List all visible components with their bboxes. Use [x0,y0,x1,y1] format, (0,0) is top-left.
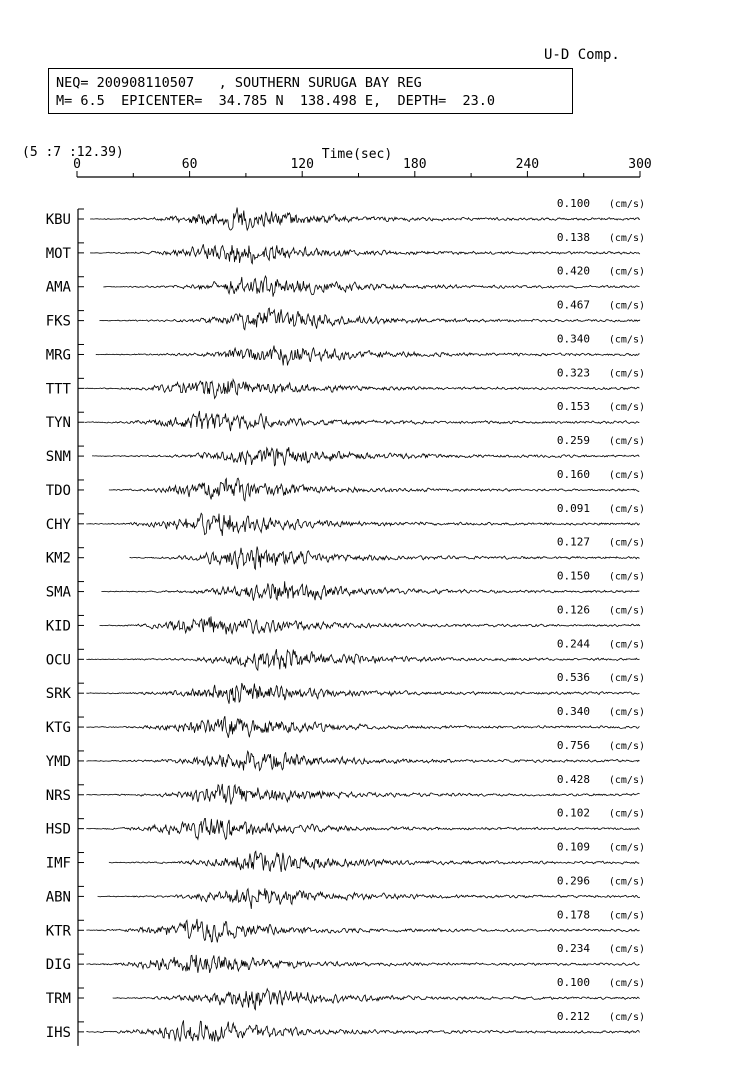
station-label: KBU [45,212,71,228]
waveform [86,716,639,738]
x-tick-label: 120 [290,157,314,172]
amplitude-value: 0.100 [556,197,590,210]
waveform [130,547,640,570]
amplitude-unit: (cm/s) [608,199,645,210]
amplitude-value: 0.160 [556,467,590,481]
amplitude-unit: (cm/s) [608,808,645,820]
station-label: KM2 [45,550,71,567]
latitude: 34.785 N [218,93,284,109]
station-label: KTG [45,720,71,737]
trace-ihs [46,1010,645,1042]
amplitude-unit: (cm/s) [608,436,645,448]
x-tick-label: 240 [515,157,540,172]
station-label: TTT [45,381,71,398]
amplitude-unit: (cm/s) [608,910,645,922]
waveform [98,888,640,909]
amplitude-value: 0.153 [556,400,590,414]
amplitude-value: 0.212 [556,1009,590,1023]
trace-tyn [46,400,645,431]
amplitude-value: 0.126 [556,603,590,617]
magnitude-label: M= [56,93,73,109]
amplitude-value: 0.467 [556,298,590,312]
trace-ocu [46,637,645,670]
station-label: KTR [45,923,71,940]
trace-kbu [46,197,645,230]
amplitude-value: 0.091 [556,501,590,515]
amplitude-unit: (cm/s) [608,944,645,956]
amplitude-unit: (cm/s) [608,266,645,278]
depth-value: 23.0 [462,93,496,109]
waveform [86,955,639,973]
amplitude-unit: (cm/s) [608,774,645,786]
amplitude-unit: (cm/s) [608,639,645,651]
trace-tdo [46,468,645,501]
origin-time: (5 :7 :12.39) [22,145,124,160]
waveform [96,346,640,366]
station-label: SNM [45,449,71,466]
station-label: AMA [45,279,71,296]
amplitude-value: 0.340 [556,332,590,346]
amplitude-unit: (cm/s) [608,368,645,380]
waveform [85,411,640,431]
waveform [86,919,639,943]
station-label: YMD [45,753,71,770]
waveform [100,616,641,634]
amplitude-value: 0.428 [556,772,590,786]
station-label: OCU [45,652,71,669]
waveform [86,513,639,536]
amplitude-value: 0.109 [556,840,590,854]
trace-ymd [46,739,645,771]
traces [46,197,645,1046]
trace-mot [46,231,645,264]
longitude: 138.498 E, [299,93,382,109]
amplitude-unit: (cm/s) [608,978,645,990]
waveform [86,751,639,770]
waveform [86,819,639,840]
amplitude-unit: (cm/s) [608,300,645,312]
epicenter-label: EPICENTER= [121,93,203,109]
trace-snm [46,434,645,466]
station-label: TRM [45,991,71,1008]
waveform [90,244,640,263]
station-label: KID [45,618,71,635]
x-tick-label: 300 [628,157,652,172]
amplitude-value: 0.244 [556,637,590,651]
trace-trm [46,976,645,1010]
amplitude-unit: (cm/s) [608,469,645,481]
waveform [90,208,640,231]
amplitude-value: 0.150 [556,569,590,583]
amplitude-unit: (cm/s) [608,571,645,583]
amplitude-unit: (cm/s) [608,232,645,244]
station-label: FKS [45,313,71,330]
station-label: NRS [45,787,71,804]
trace-kid [46,603,645,634]
amplitude-unit: (cm/s) [608,402,645,414]
waveform [86,683,639,704]
station-label: IMF [45,855,71,872]
amplitude-value: 0.234 [556,942,590,956]
depth-label: DEPTH= [397,93,447,109]
station-label: DIG [45,957,71,974]
waveform [86,649,639,670]
amplitude-unit: (cm/s) [608,537,645,549]
component-label: U-D Comp. [544,47,620,63]
x-tick-label: 180 [403,157,427,172]
trace-ktr [46,908,645,942]
trace-imf [46,841,645,872]
station-label: TDO [45,482,71,499]
waveform [85,380,640,399]
trace-srk [46,671,645,704]
amplitude-unit: (cm/s) [608,1011,645,1023]
waveform [103,276,639,297]
station-label: MOT [45,245,71,262]
trace-mrg [46,332,645,365]
amplitude-value: 0.420 [556,264,590,278]
neq-label: NEQ= [56,75,89,91]
amplitude-value: 0.102 [556,806,590,820]
amplitude-value: 0.127 [556,535,590,549]
waveform [86,1020,639,1041]
amplitude-unit: (cm/s) [608,876,645,888]
x-tick-label: 60 [181,157,198,172]
trace-sma [46,570,645,601]
amplitude-value: 0.323 [556,366,590,380]
amplitude-unit: (cm/s) [608,605,645,617]
amplitude-value: 0.296 [556,874,590,888]
trace-km2 [46,536,645,570]
station-label: IHS [45,1024,71,1041]
station-label: MRG [45,347,71,364]
amplitude-unit: (cm/s) [608,740,645,752]
station-label: CHY [45,516,71,533]
waveform [113,989,640,1010]
station-label: TYN [45,415,71,432]
station-label: HSD [45,821,71,838]
amplitude-value: 0.259 [556,434,590,448]
trace-ktg [46,705,645,738]
waveform [86,784,639,805]
trace-hsd [46,807,645,840]
amplitude-value: 0.100 [556,976,590,990]
station-label: SRK [45,686,71,703]
trace-dig [46,942,645,973]
amplitude-unit: (cm/s) [608,842,645,854]
magnitude-value: 6.5 [80,93,105,109]
waveform [109,851,639,872]
x-tick-label: 0 [73,157,81,172]
amplitude-unit: (cm/s) [608,334,645,346]
waveform [109,478,639,501]
neq-value: 200908110507 [96,75,195,91]
amplitude-value: 0.138 [556,230,590,244]
amplitude-value: 0.340 [556,705,590,719]
waveform [101,581,639,600]
waveform [92,447,639,466]
amplitude-value: 0.178 [556,908,590,922]
amplitude-unit: (cm/s) [608,673,645,685]
station-label: ABN [45,889,71,906]
amplitude-unit: (cm/s) [608,707,645,719]
trace-ama [46,265,645,297]
trace-ttt [46,366,645,398]
trace-fks [46,299,645,330]
region: , SOUTHERN SURUGA BAY REG [218,75,422,91]
trace-nrs [46,773,645,805]
amplitude-unit: (cm/s) [608,503,645,515]
amplitude-value: 0.536 [556,671,590,685]
amplitude-value: 0.756 [556,738,590,752]
x-axis-title: Time(sec) [321,147,393,162]
trace-abn [46,874,645,909]
station-label: SMA [45,584,71,601]
trace-chy [46,502,645,536]
